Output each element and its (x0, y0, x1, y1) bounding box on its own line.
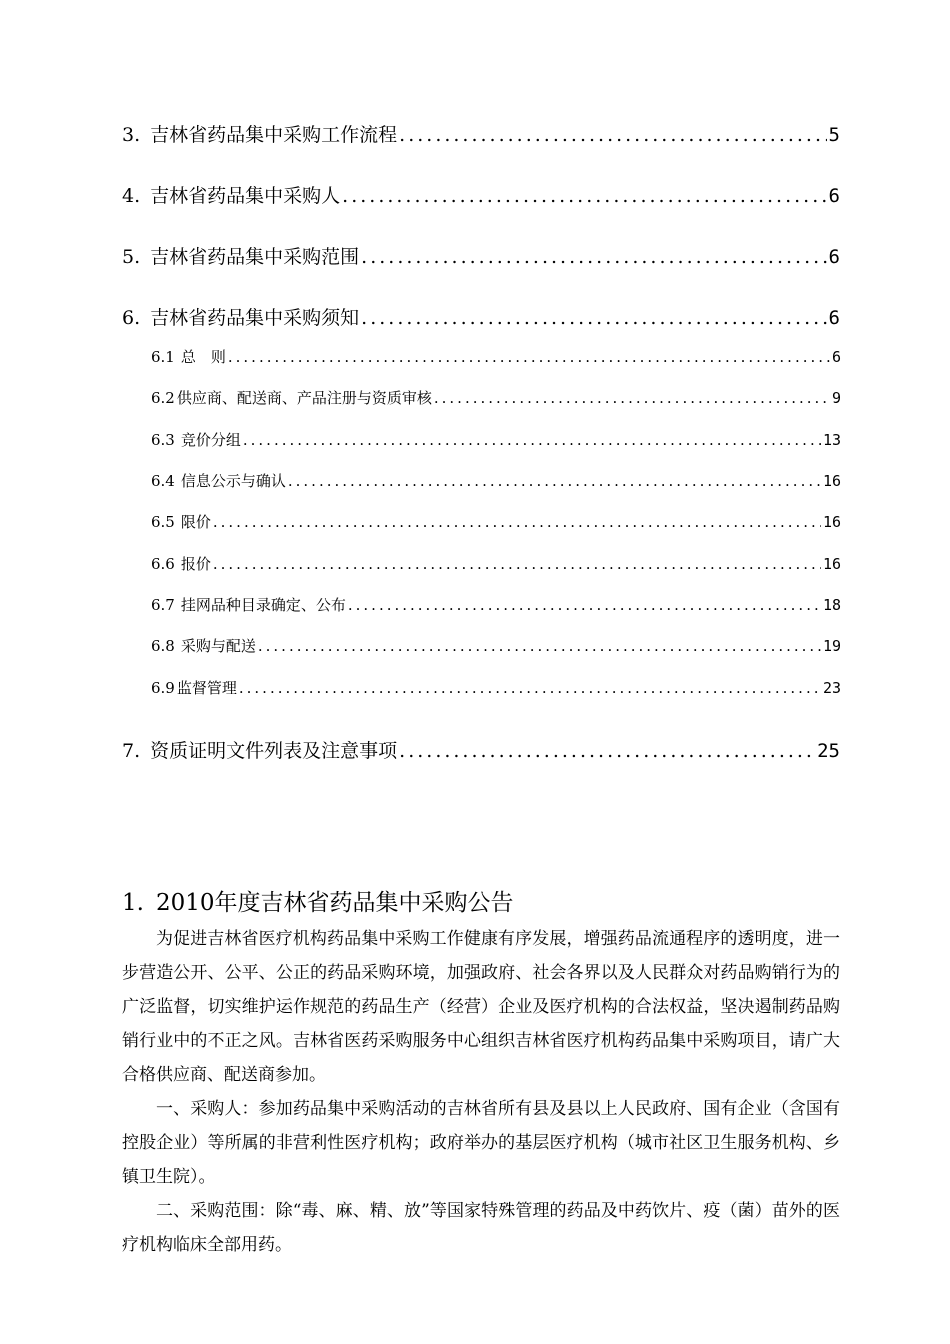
toc-page-number: 19 (822, 637, 841, 655)
toc-page-number: 16 (822, 513, 841, 531)
toc-page-number: 25 (817, 740, 840, 762)
toc-number: 6.4 (151, 472, 175, 490)
toc-leader-dots (342, 185, 826, 207)
toc-number: 6.9 (151, 679, 175, 697)
toc-leader-dots (213, 555, 821, 573)
toc-leader-dots (399, 740, 815, 762)
toc-leader-dots (361, 246, 826, 268)
toc-subentry[interactable] (151, 470, 841, 491)
toc-title: 吉林省药品集中采购工作流程 (150, 124, 398, 146)
toc-number: 6. (122, 307, 141, 329)
toc-page-number: 5 (828, 124, 840, 146)
toc-title: 限价 (180, 513, 211, 531)
toc-title: 挂网品种目录确定、公布 (180, 596, 346, 614)
toc-entry[interactable] (122, 120, 840, 147)
toc-page-number: 6 (828, 185, 840, 207)
toc-page-number: 23 (822, 679, 841, 697)
toc-title: 监督管理 (176, 679, 237, 697)
paragraph-scope: 二、采购范围：除“毒、麻、精、放”等国家特殊管理的药品及中药饮片、疫（菌）苗外的医疗机构临床全部用药。 (122, 1201, 840, 1255)
toc-leader-dots (288, 472, 821, 490)
toc-number: 6.3 (151, 431, 175, 449)
paragraph-purchaser: 一、采购人：参加药品集中采购活动的吉林省所有县及县以上人民政府、国有企业（含国有控股企业）等所属的非营利性医疗机构；政府举办的基层医疗机构（城市社区卫生服务机构、乡镇卫生院）。 (122, 1099, 840, 1187)
toc-title: 信息公示与确认 (180, 472, 286, 490)
toc-page-number: 9 (831, 389, 841, 407)
toc-title: 资质证明文件列表及注意事项 (150, 740, 398, 762)
paragraph-intro: 为促进吉林省医疗机构药品集中采购工作健康有序发展，增强药品流通程序的透明度，进一步营造公开、公平、公正的药品采购环境，加强政府、社会各界以及人民群众对药品购销行为的广泛监督，切实维护运作规范的药品生产（经营）企业及医疗机构的合法权益，坚决遏制药品购销行业中的不正之风。吉林省医药采购服务中心组织吉林省医疗机构药品集中采购项目，请广大合格供应商、配送商参加。 (122, 929, 840, 1085)
toc-subentry[interactable] (151, 677, 841, 698)
toc-leader-dots (434, 389, 830, 407)
toc-page-number: 6 (828, 307, 840, 329)
toc-entry[interactable] (122, 181, 840, 208)
toc-leader-dots (239, 679, 821, 697)
toc-subentry[interactable] (151, 635, 841, 656)
toc-title: 采购与配送 (180, 637, 256, 655)
toc-subentry[interactable] (151, 429, 841, 450)
toc-number: 3. (122, 124, 141, 146)
toc-leader-dots (399, 124, 826, 146)
toc-number: 6.5 (151, 513, 175, 531)
toc-title: 供应商、配送商、产品注册与资质审核 (176, 389, 432, 407)
section-title: 2010年度吉林省药品集中采购公告 (155, 890, 514, 916)
toc-title: 吉林省药品集中采购范围 (150, 246, 360, 268)
toc-page-number: 13 (822, 431, 841, 449)
toc-page-number: 16 (822, 555, 841, 573)
toc-leader-dots (348, 596, 821, 614)
section-heading (122, 884, 514, 917)
toc-subentry[interactable] (151, 387, 841, 408)
toc-leader-dots (243, 431, 821, 449)
toc-number: 7. (122, 740, 141, 762)
toc-title: 报价 (180, 555, 211, 573)
toc-number: 6.7 (151, 596, 175, 614)
toc-title: 总 则 (180, 348, 226, 366)
toc-title: 吉林省药品集中采购须知 (150, 307, 360, 329)
toc-number: 6.1 (151, 348, 175, 366)
toc-entry[interactable] (122, 736, 840, 763)
toc-subentry[interactable] (151, 594, 841, 615)
toc-entry[interactable] (122, 242, 840, 269)
toc-leader-dots (258, 637, 821, 655)
toc-entry[interactable] (122, 303, 840, 330)
announcement-body (122, 922, 840, 1262)
toc-page-number: 18 (822, 596, 841, 614)
section-number: 1. (122, 890, 144, 916)
toc-leader-dots (228, 348, 830, 366)
toc-page-number: 16 (822, 472, 841, 490)
toc-leader-dots (213, 513, 821, 531)
toc-number: 5. (122, 246, 141, 268)
toc-subentry[interactable] (151, 511, 841, 532)
toc-number: 6.6 (151, 555, 175, 573)
toc-subentry[interactable] (151, 346, 841, 367)
toc-number: 4. (122, 185, 141, 207)
toc-number: 6.2 (151, 389, 175, 407)
toc-page-number: 6 (828, 246, 840, 268)
toc-title: 吉林省药品集中采购人 (150, 185, 341, 207)
toc-number: 6.8 (151, 637, 175, 655)
toc-title: 竞价分组 (180, 431, 241, 449)
toc-page-number: 6 (831, 348, 841, 366)
toc-leader-dots (361, 307, 826, 329)
toc-subentry[interactable] (151, 553, 841, 574)
